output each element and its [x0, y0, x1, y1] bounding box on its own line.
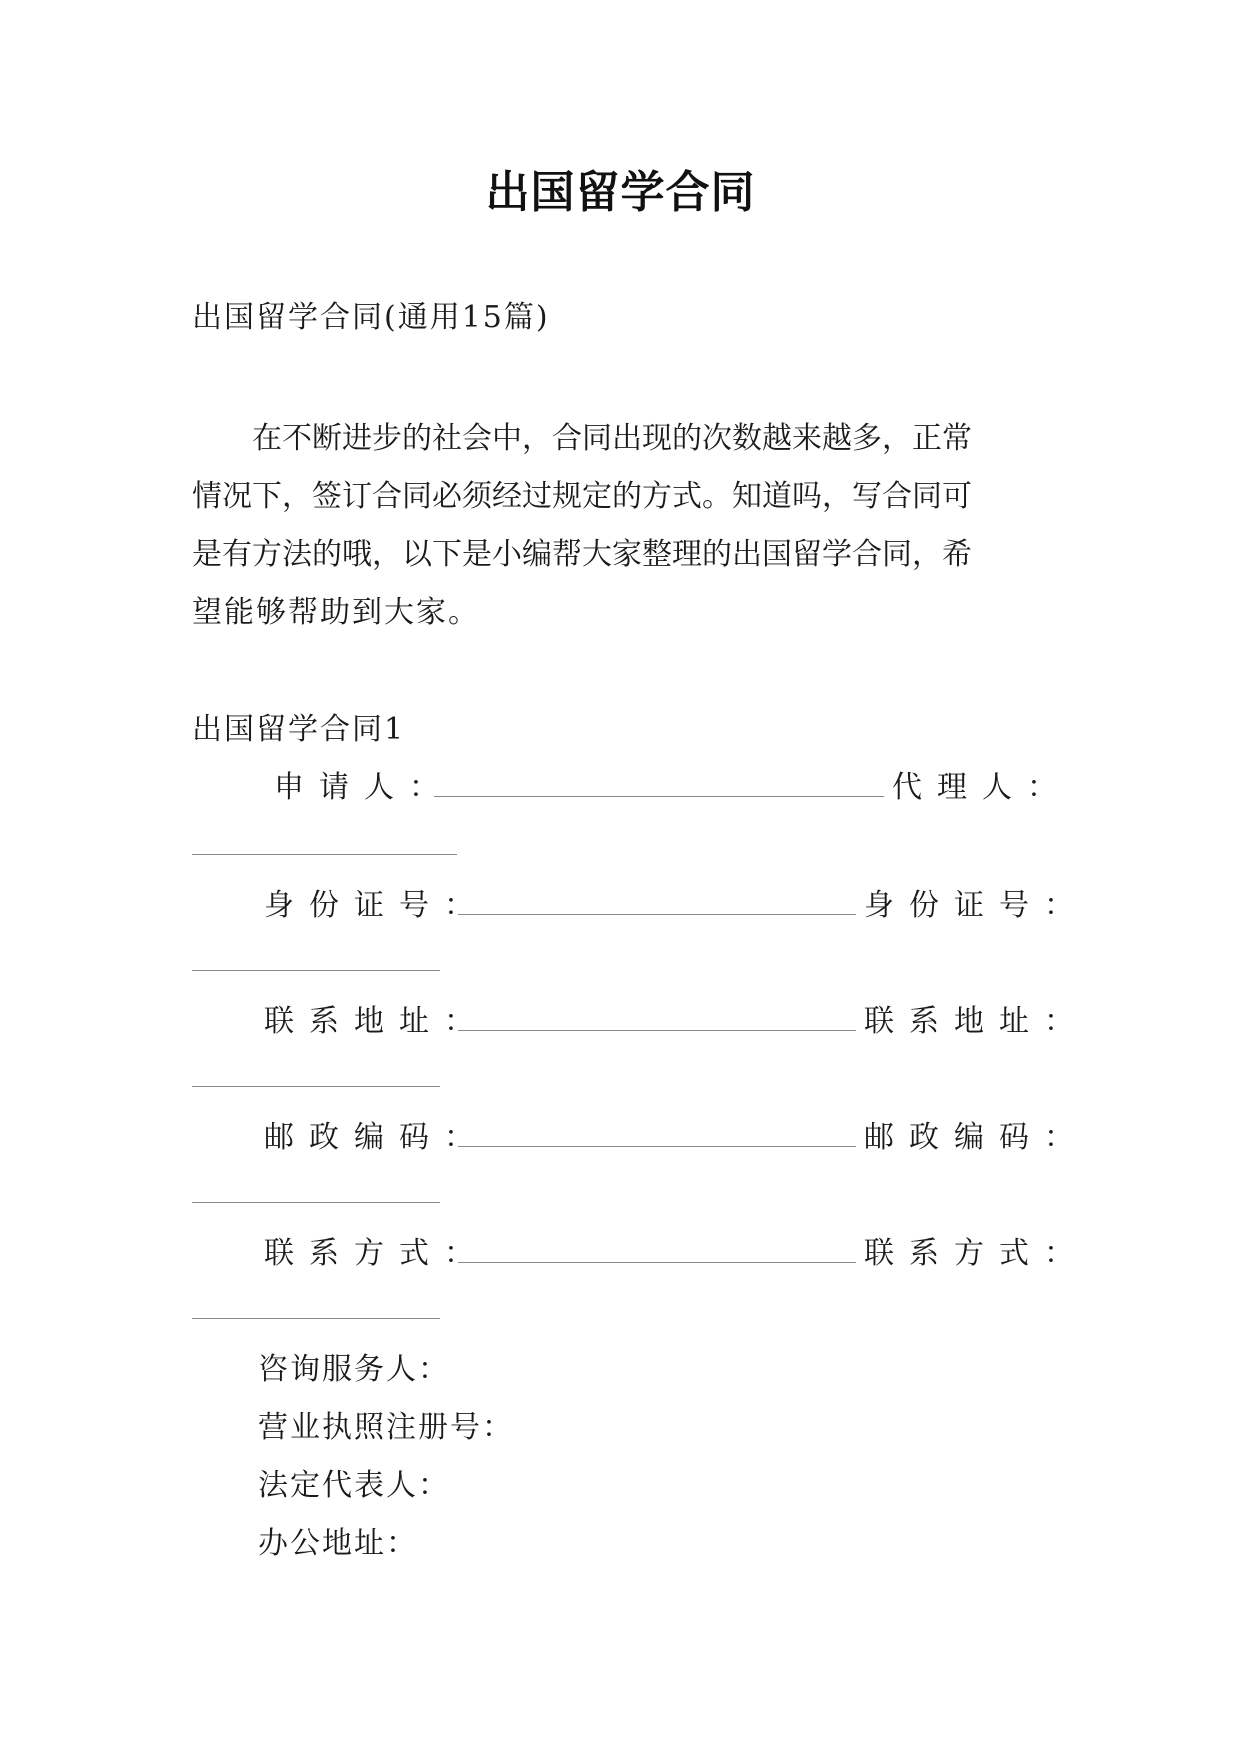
intro-text: 是有方法的哦，以下是小编帮大家整理的出国留学合同，希 — [192, 537, 972, 572]
field-row-contact — [192, 1228, 1089, 1271]
blank-line[interactable] — [458, 914, 856, 915]
intro-text: 在不断进步的社会中，合同出现的次数越来越多，正常 — [192, 421, 972, 456]
intro-text: 情况下，签订合同必须经过规定的方式。知道吗，写合同可 — [192, 479, 972, 514]
blank-line[interactable] — [458, 1146, 856, 1147]
field-label: 申请人： — [274, 770, 454, 805]
intro-line — [192, 584, 1058, 642]
blank-line[interactable] — [192, 1086, 440, 1087]
field-row-applicant — [192, 762, 1072, 805]
blank-line[interactable] — [192, 1318, 440, 1319]
blank-line[interactable] — [434, 796, 884, 797]
document-title: 出国留学合同 — [485, 167, 756, 218]
field-label: 邮政编码： — [264, 1120, 489, 1155]
intro-line — [192, 410, 1058, 468]
field-row-address — [192, 996, 1089, 1039]
office-address-label: 办公地址： — [258, 1526, 418, 1561]
section-title: 出国留学合同1 — [192, 712, 406, 747]
intro-text: 望能够帮助到大家。 — [192, 595, 480, 630]
blank-line[interactable] — [458, 1030, 856, 1031]
field-label: 联系地址： — [864, 1004, 1089, 1039]
service-provider-label: 咨询服务人： — [258, 1352, 450, 1387]
field-row-postcode — [192, 1112, 1089, 1155]
blank-line[interactable] — [192, 1202, 440, 1203]
field-label: 联系方式： — [864, 1236, 1089, 1271]
intro-line — [192, 468, 1058, 526]
intro-line — [192, 526, 1058, 584]
field-label: 联系地址： — [264, 1004, 489, 1039]
field-label: 联系方式： — [264, 1236, 489, 1271]
intro-paragraph — [192, 410, 1058, 642]
document-subtitle: 出国留学合同(通用15篇) — [192, 300, 550, 335]
blank-line[interactable] — [192, 854, 457, 855]
blank-line[interactable] — [458, 1262, 856, 1263]
field-label: 代理人： — [892, 770, 1072, 805]
license-number-label: 营业执照注册号： — [258, 1410, 514, 1445]
blank-line[interactable] — [192, 970, 440, 971]
field-label: 邮政编码： — [864, 1120, 1089, 1155]
field-label: 身份证号： — [264, 888, 489, 923]
field-label: 身份证号： — [864, 888, 1089, 923]
legal-representative-label: 法定代表人： — [258, 1468, 450, 1503]
field-row-id — [192, 880, 1089, 923]
